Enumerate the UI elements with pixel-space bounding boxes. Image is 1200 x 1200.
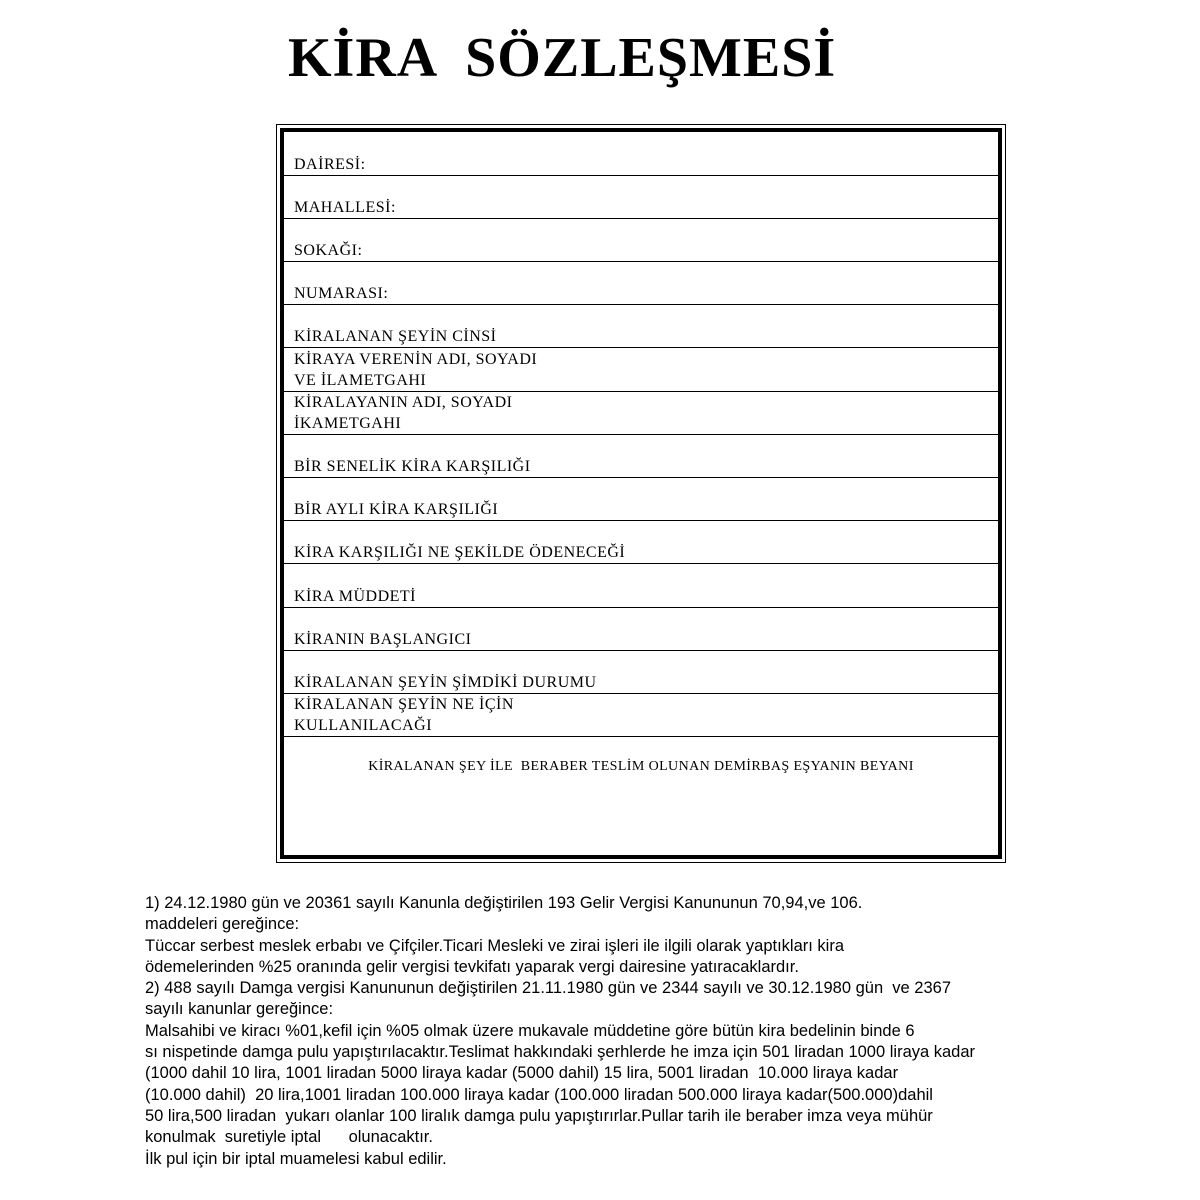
note-line: (1000 dahil 10 lira, 1001 liradan 5000 liraya kadar (5000 dahil) 15 lira, 5001 liradan 10.000 liraya kadar [145, 1064, 899, 1083]
form-row-label-line1: KİRALANAN ŞEYİN NE İÇİN [294, 696, 514, 713]
form-row-label: KİRANIN BAŞLANGICI [294, 631, 472, 648]
form-row-mahalle[interactable] [284, 176, 998, 219]
form-row-kiraya-veren[interactable] [284, 348, 998, 392]
inventory-declaration-label: KİRALANAN ŞEY İLE BERABER TESLİM OLUNAN DEMİRBAŞ EŞYANIN BEYANI [368, 759, 914, 774]
form-row-label: KİRALANAN ŞEYİN CİNSİ [294, 328, 497, 345]
rental-form [280, 128, 1002, 859]
rental-form-frame [276, 124, 1006, 863]
form-row-simdiki-durum[interactable] [284, 651, 998, 694]
form-row-label [294, 694, 514, 736]
form-row-kiralanan-cinsi[interactable] [284, 305, 998, 348]
form-row-sokak[interactable] [284, 219, 998, 262]
note-line: 50 lira,500 liradan yukarı olanlar 100 liralık damga pulu yapıştırırlar.Pullar tarih ile beraber imza veya mühür [145, 1106, 933, 1125]
form-row-numara[interactable] [284, 262, 998, 305]
note-line: İlk pul için bir iptal muamelesi kabul edilir. [145, 1149, 447, 1168]
form-row-label: BİR SENELİK KİRA KARŞILIĞI [294, 458, 531, 475]
form-row-kiralayan[interactable] [284, 392, 998, 435]
form-row-label: DAİRESİ: [294, 156, 366, 173]
form-row-label [294, 349, 537, 391]
form-row-label: KİRALANAN ŞEYİN ŞİMDİKİ DURUMU [294, 674, 597, 691]
form-row-label-line2: İKAMETGAHI [294, 415, 402, 432]
document-title: KİRA SÖZLEŞMESİ [288, 27, 837, 89]
form-row-kullanim-amaci[interactable] [284, 694, 998, 737]
form-row-label [294, 392, 512, 434]
form-row-kira-baslangici[interactable] [284, 608, 998, 651]
legal-notes [145, 893, 1145, 1170]
note-line: sı nispetinde damga pulu yapıştırılacaktır.Teslimat hakkındaki şerhlerde he imza için 501 liradan 1000 liraya kadar [145, 1043, 976, 1062]
note-line: ödemelerinden %25 oranında gelir vergisi tevkifatı yaparak vergi dairesine yatıracaklardır. [145, 957, 799, 976]
form-row-aylik-kira[interactable] [284, 478, 998, 521]
form-row-daire[interactable] [284, 132, 998, 176]
form-row-label: BİR AYLI KİRA KARŞILIĞI [294, 501, 499, 518]
note-line: 1) 24.12.1980 gün ve 20361 sayılı Kanunla değiştirilen 193 Gelir Vergisi Kanununun 70,94,ve 106. [145, 894, 863, 912]
form-row-senelik-kira[interactable] [284, 435, 998, 478]
form-row-label-line2: KULLANILACAĞI [294, 717, 433, 734]
form-row-label: SOKAĞI: [294, 242, 363, 259]
form-row-label: MAHALLESİ: [294, 199, 396, 216]
form-row-label: NUMARASI: [294, 285, 389, 302]
form-row-label: KİRA KARŞILIĞI NE ŞEKİLDE ÖDENECEĞİ [294, 544, 626, 561]
form-row-odeme-sekli[interactable] [284, 521, 998, 564]
note-line: (10.000 dahil) 20 lira,1001 liradan 100.000 liraya kadar (100.000 liradan 500.000 liraya kadar(500.000)dahil [145, 1085, 933, 1104]
form-row-label-line1: KİRAYA VERENİN ADI, SOYADI [294, 351, 538, 368]
form-row-label: KİRA MÜDDETİ [294, 588, 416, 605]
note-line: 2) 488 sayılı Damga vergisi Kanununun değiştirilen 21.11.1980 gün ve 2344 sayılı ve 30.12.1980 gün ve 2367 [145, 979, 952, 998]
note-line: sayılı kanunlar gereğince: [145, 1000, 334, 1019]
form-row-kira-muddeti[interactable] [284, 564, 998, 608]
note-line: maddeleri gereğince: [145, 915, 300, 934]
note-line: Malsahibi ve kiracı %01,kefil için %05 olmak üzere mukavale müddetine göre bütün kira bedelinin binde 6 [145, 1021, 915, 1040]
note-line: Tüccar serbest meslek erbabı ve Çifçiler.Ticari Mesleki ve zirai işleri ile ilgili olarak yaptıkları kira [145, 936, 845, 955]
note-line: konulmak suretiyle iptal olunacaktır. [145, 1128, 433, 1147]
form-row-label-line2: VE İLAMETGAHI [294, 372, 427, 389]
form-row-label-line1: KİRALAYANIN ADI, SOYADI [294, 394, 513, 411]
